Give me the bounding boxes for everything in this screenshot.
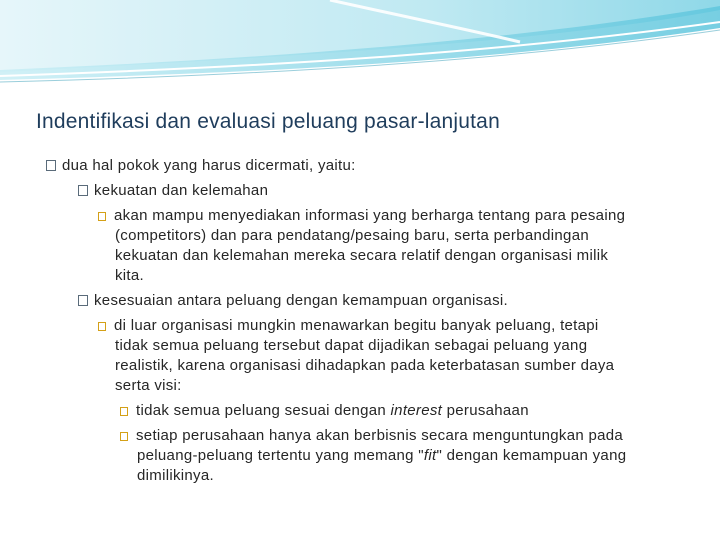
bullet-text-continuation: (competitors) dan para pendatang/pesaing baru, serta perbandingan — [115, 227, 589, 244]
square-bullet-icon — [78, 295, 88, 306]
slide-title: Indentifikasi dan evaluasi peluang pasar-lanjutan — [36, 110, 500, 133]
bullet-text-continuation: kekuatan dan kelemahan mereka secara relatif dengan organisasi milik — [115, 247, 609, 264]
bullet-text-continuation: peluang-peluang tertentu yang memang "fit" dengan kemampuan yang — [137, 447, 627, 464]
header-wave-decoration — [0, 0, 720, 90]
square-bullet-icon — [98, 322, 106, 331]
square-bullet-icon — [120, 432, 128, 441]
square-bullet-icon — [78, 185, 88, 196]
bullet-level2-strengths: kekuatan dan kelemahan — [78, 181, 268, 201]
bullet-level3-info: akan mampu menyediakan informasi yang berharga tentang para pesaing — [98, 206, 625, 226]
bullet-level2-fit: kesesuaian antara peluang dengan kemampuan organisasi. — [78, 291, 508, 311]
bullet-text-continuation: tidak semua peluang tersebut dapat dijadikan sebagai peluang yang — [115, 337, 588, 354]
bullet-level3-opportunities: di luar organisasi mungkin menawarkan begitu banyak peluang, tetapi — [98, 316, 599, 336]
bullet-level4-interest: tidak semua peluang sesuai dengan interest perusahaan — [120, 401, 529, 421]
bullet-text-continuation: dimilikinya. — [137, 467, 214, 484]
bullet-level4-profitability: setiap perusahaan hanya akan berbisnis secara menguntungkan pada — [120, 426, 623, 446]
square-bullet-icon — [46, 160, 56, 171]
bullet-text-continuation: realistik, karena organisasi dihadapkan pada keterbatasan sumber daya — [115, 357, 615, 374]
square-bullet-icon — [120, 407, 128, 416]
bullet-text-continuation: kita. — [115, 267, 145, 284]
square-bullet-icon — [98, 212, 106, 221]
bullet-level1: dua hal pokok yang harus dicermati, yaitu: — [46, 156, 356, 176]
bullet-text-continuation: serta visi: — [115, 377, 182, 394]
